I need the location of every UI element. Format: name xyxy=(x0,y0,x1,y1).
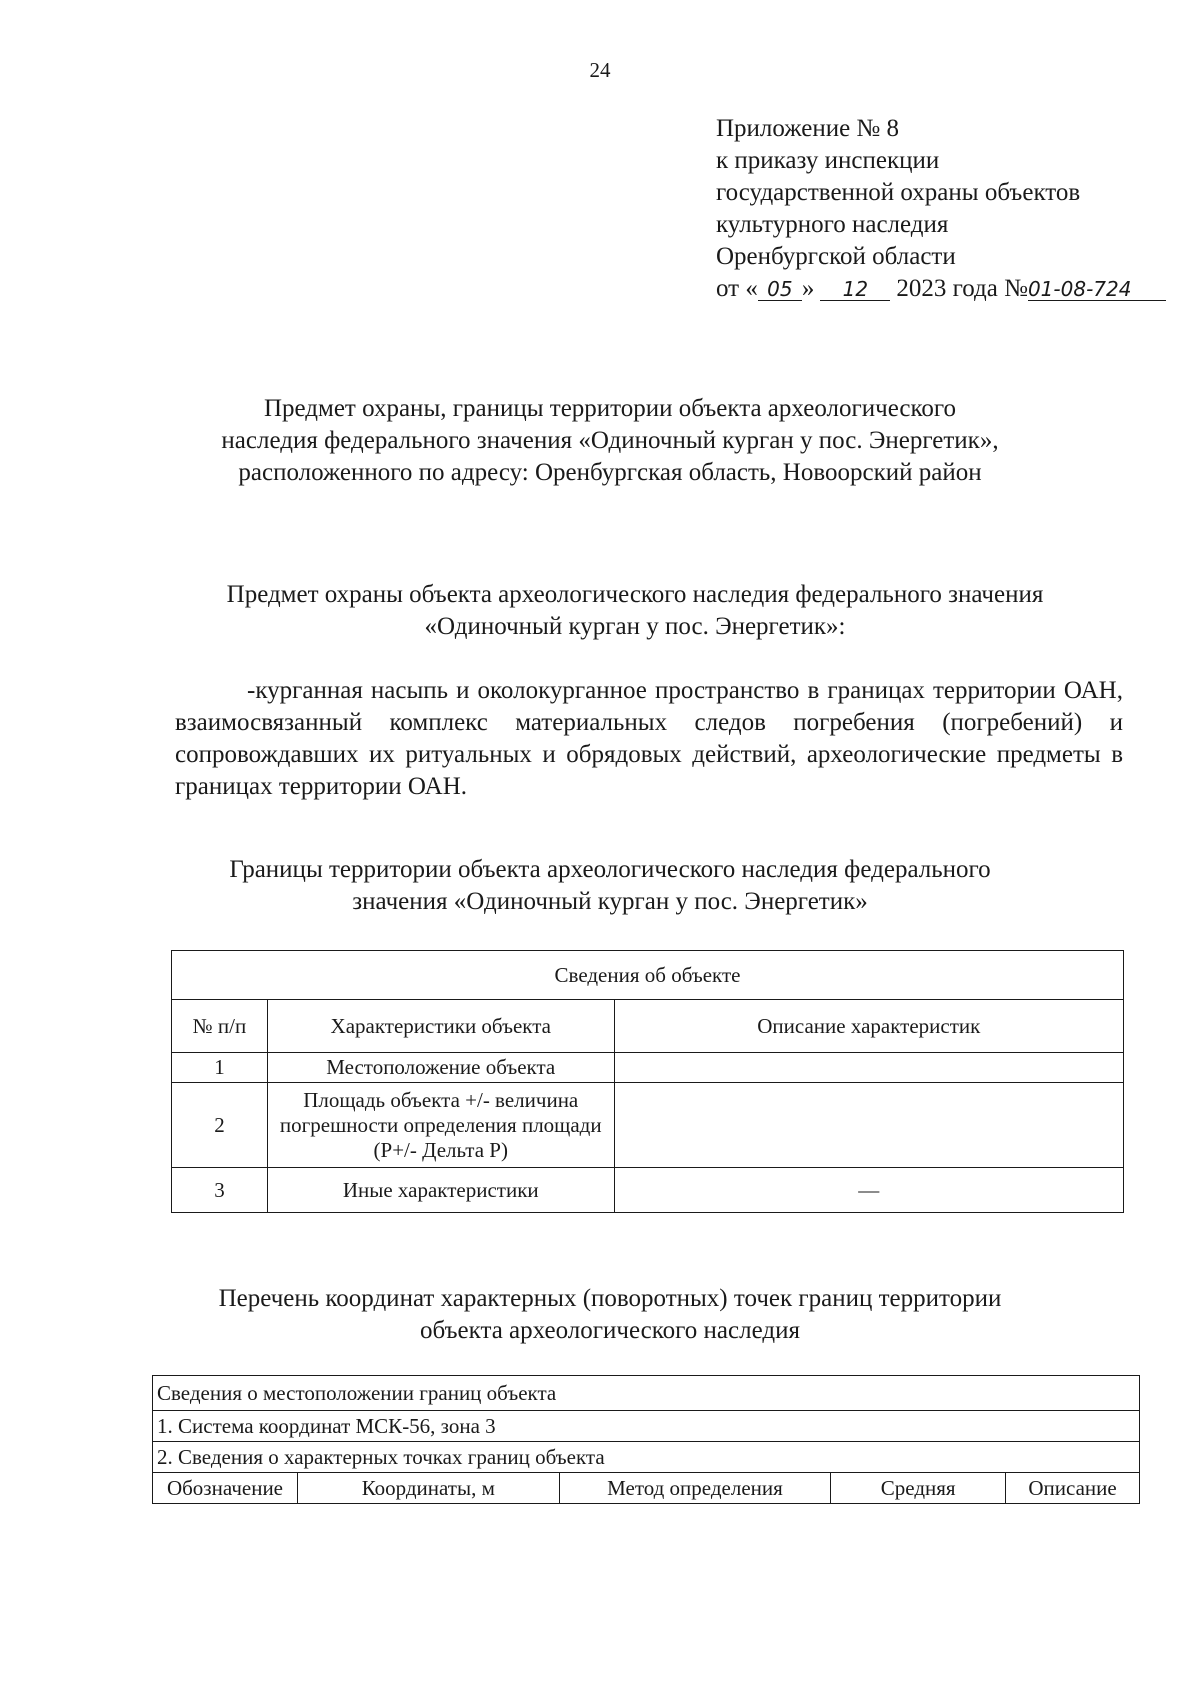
date-close: » xyxy=(801,275,815,302)
row-characteristic: Местоположение объекта xyxy=(267,1053,614,1083)
handwritten-order-number: 01-08-724 xyxy=(1028,278,1166,301)
document-title xyxy=(150,393,1070,489)
date-prefix: от « xyxy=(716,275,758,302)
title-line-3: расположенного по адресу: Оренбургская область, Новоорский район xyxy=(238,459,982,486)
title-line-2: наследия федерального значения «Одиночный курган у пос. Энергетик», xyxy=(221,427,999,454)
date-year: 2023 года № xyxy=(896,275,1028,302)
location-info-row: Сведения о местоположении границ объекта xyxy=(153,1376,1140,1411)
row-num: 2 xyxy=(172,1083,268,1168)
coordinates-row xyxy=(153,1411,1140,1442)
boundaries-heading xyxy=(150,854,1070,918)
boundaries-heading-line-1: Границы территории объекта археологического наследия федерального xyxy=(229,856,991,883)
header-description: Описание характеристик xyxy=(614,1000,1123,1053)
header-coordinates: Координаты, м xyxy=(297,1473,559,1504)
annex-line-5: Оренбургской области xyxy=(716,243,956,270)
subject-description: -курганная насыпь и околокурганное пространство в границах территории ОАН, взаимосвязанный комплекс материальных следов погребения (погребений) и сопровождавших их ритуальных и обрядовых действий, археологические предметы в границах территории ОАН. xyxy=(175,677,1123,800)
coordinates-row xyxy=(153,1376,1140,1411)
coordinates-heading-line-1: Перечень координат характерных (поворотных) точек границ территории xyxy=(218,1285,1002,1312)
header-remark: Описание xyxy=(1006,1473,1140,1504)
header-num: № п/п xyxy=(172,1000,268,1053)
row-characteristic: Иные характеристики xyxy=(267,1168,614,1213)
annex-header xyxy=(716,113,1166,305)
row-characteristic: Площадь объекта +/- величина погрешности определения площади (P+/- Дельта P) xyxy=(267,1083,614,1168)
subject-heading-line-1: Предмет охраны объекта археологического наследия федерального значения xyxy=(226,581,1044,608)
handwritten-day: 05 xyxy=(758,278,802,301)
header-characteristic: Характеристики объекта xyxy=(267,1000,614,1053)
coordinates-heading xyxy=(150,1283,1070,1347)
annex-line-3: государственной охраны объектов xyxy=(716,179,1081,206)
header-mean: Средняя xyxy=(831,1473,1006,1504)
object-info-table xyxy=(171,950,1124,1213)
row-description: — xyxy=(614,1168,1123,1213)
coordinates-row xyxy=(153,1442,1140,1473)
annex-date-line xyxy=(716,273,1166,305)
subject-heading xyxy=(150,579,1120,643)
header-method: Метод определения xyxy=(559,1473,831,1504)
table-row xyxy=(172,1053,1124,1083)
coordinates-header-row xyxy=(153,1473,1140,1504)
coordinates-table xyxy=(152,1375,1140,1504)
row-num: 3 xyxy=(172,1168,268,1213)
row-num: 1 xyxy=(172,1053,268,1083)
boundaries-heading-line-2: значения «Одиночный курган у пос. Энергетик» xyxy=(352,888,868,915)
row-description xyxy=(614,1053,1123,1083)
annex-line-4: культурного наследия xyxy=(716,211,949,238)
table-row xyxy=(172,1083,1124,1168)
annex-title: Приложение № 8 xyxy=(716,115,900,142)
points-info-row: 2. Сведения о характерных точках границ объекта xyxy=(153,1442,1140,1473)
title-line-1: Предмет охраны, границы территории объекта археологического xyxy=(263,395,957,422)
subject-heading-line-2: «Одиночный курган у пос. Энергетик»: xyxy=(424,613,846,640)
coordinates-heading-line-2: объекта археологического наследия xyxy=(420,1317,800,1344)
coordinate-system-row: 1. Система координат МСК-56, зона 3 xyxy=(153,1411,1140,1442)
table-row xyxy=(172,1168,1124,1213)
handwritten-month: 12 xyxy=(820,278,890,301)
object-table-caption: Сведения об объекте xyxy=(172,951,1124,1000)
page-number: 24 xyxy=(589,58,611,82)
table-header-row xyxy=(172,1000,1124,1053)
header-designation: Обозначение xyxy=(153,1473,298,1504)
table-caption-row xyxy=(172,951,1124,1000)
annex-line-2: к приказу инспекции xyxy=(716,147,940,174)
row-description xyxy=(614,1083,1123,1168)
